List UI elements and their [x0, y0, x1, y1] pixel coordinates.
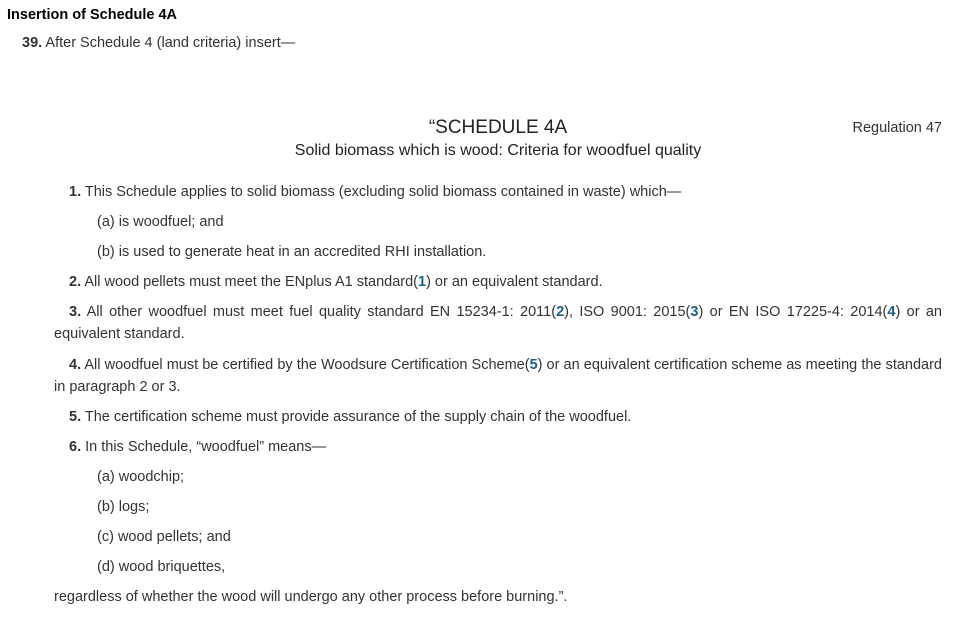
paragraph-text: The certification scheme must provide assurance of the supply chain of the woodfuel.	[84, 409, 632, 425]
paragraph-6-item-b	[97, 499, 149, 515]
paragraph-text: In this Schedule, “woodfuel” means—	[85, 439, 327, 455]
closing-text: regardless of whether the wood will undergo any other process before burning.”.	[54, 589, 568, 605]
footnote-link-1[interactable]: 1	[418, 274, 427, 290]
paragraph-text: All woodfuel must be certified by the Woodsure Certification Scheme(	[84, 357, 530, 373]
paragraph-text: ) or an equivalent certification scheme as meeting the standard in paragraph 2 or 3.	[54, 357, 943, 395]
paragraph-number: 2.	[69, 274, 82, 290]
paragraph-1-item-a	[97, 214, 224, 230]
paragraph-number: 6.	[69, 439, 82, 455]
amendment-39	[22, 35, 295, 51]
footnote-link-2[interactable]: 2	[556, 304, 565, 320]
paragraph-6-item-d	[97, 559, 225, 575]
paragraph-text: ) or an equivalent standard.	[54, 304, 942, 342]
item-label: (c)	[97, 529, 114, 545]
paragraph-3	[54, 301, 942, 345]
item-text: woodchip;	[118, 469, 185, 485]
footnote-link-5[interactable]: 5	[529, 357, 538, 373]
item-text: logs;	[118, 499, 150, 515]
item-text: is used to generate heat in an accredited RHI installation.	[118, 244, 487, 260]
paragraph-number: 3.	[69, 304, 82, 320]
item-label: (b)	[97, 499, 115, 515]
paragraph-text: All other woodfuel must meet fuel quality standard EN 15234-1: 2011(	[86, 304, 557, 320]
paragraph-text: ), ISO 9001: 2015(	[564, 304, 691, 320]
paragraph-1	[69, 184, 681, 200]
section-heading: Insertion of Schedule 4A	[7, 7, 177, 23]
paragraph-4	[54, 354, 942, 398]
item-label: (a)	[97, 214, 115, 230]
footnote-link-3[interactable]: 3	[690, 304, 699, 320]
paragraph-text: All wood pellets must meet the ENplus A1 standard(	[84, 274, 418, 290]
regulation-reference: Regulation 47	[852, 120, 942, 136]
amendment-number: 39.	[22, 35, 43, 51]
paragraph-text: ) or EN ISO 17225-4: 2014(	[698, 304, 888, 320]
paragraph-text: This Schedule applies to solid biomass (excluding solid biomass contained in waste) which—	[84, 184, 682, 200]
paragraph-6-item-c	[97, 529, 231, 545]
item-label: (d)	[97, 559, 115, 575]
paragraph-text-end: ) or an equivalent standard.	[426, 274, 603, 290]
schedule-title: “SCHEDULE 4A	[428, 117, 568, 138]
item-text: is woodfuel; and	[118, 214, 224, 230]
paragraph-number: 4.	[69, 357, 82, 373]
amendment-text: After Schedule 4 (land criteria) insert—	[45, 35, 296, 51]
paragraph-2	[69, 274, 603, 290]
item-label: (a)	[97, 469, 115, 485]
item-text: wood pellets; and	[117, 529, 231, 545]
paragraph-6	[69, 439, 326, 455]
item-label: (b)	[97, 244, 115, 260]
paragraph-number: 5.	[69, 409, 82, 425]
paragraph-1-item-b	[97, 244, 486, 260]
paragraph-number: 1.	[69, 184, 82, 200]
schedule-subtitle: Solid biomass which is wood: Criteria for woodfuel quality	[294, 142, 702, 159]
item-text: wood briquettes,	[118, 559, 226, 575]
paragraph-5	[69, 409, 631, 425]
footnote-link-4[interactable]: 4	[887, 304, 896, 320]
paragraph-6-item-a	[97, 469, 184, 485]
